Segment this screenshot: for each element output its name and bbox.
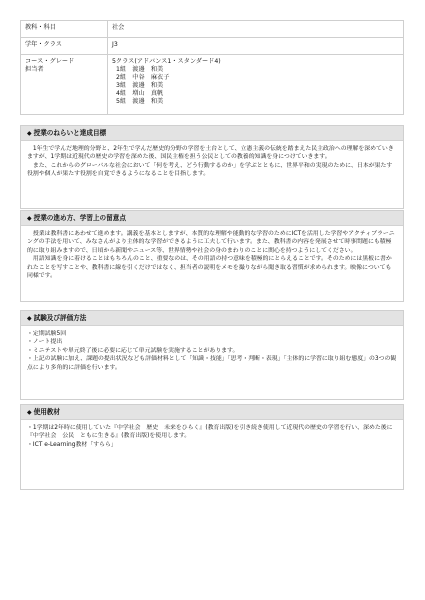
course-label (21, 55, 108, 115)
aims-section (20, 125, 404, 209)
aims-heading-text: 授業のねらいと達成目標 (33, 129, 107, 137)
teacher-line: 5組 渡邊 和美 (116, 98, 164, 105)
aims-heading (21, 126, 403, 141)
exam-body (21, 326, 403, 376)
diamond-icon: ◆ (27, 215, 32, 222)
materials-heading (21, 405, 403, 420)
course-info-table (20, 20, 404, 115)
materials-section (20, 404, 404, 490)
exam-heading (21, 311, 403, 326)
subject-row (21, 21, 404, 38)
method-heading-text: 授業の進め方、学習上の留意点 (33, 214, 126, 222)
exam-list (27, 330, 397, 372)
exam-item: ・ミニテストや単元終了後に必要に応じて単元試験を実施することがあります。 (27, 347, 239, 354)
diamond-icon: ◆ (27, 130, 32, 137)
subject-label: 教科・科目 (21, 21, 108, 38)
exam-item: ・上記の試験に加え、課題の提出状況なども評価材料として「知識・技能」「思考・判断・表現」「主体的に学習に取り組む態度」の3つの観点により多角的に評価を行います。 (27, 356, 397, 371)
exam-item: ・定期試験5回 (27, 331, 67, 337)
aims-paragraph: また、これからのグローバルな社会において「何を考え、どう行動するのか」を学ぶとともに、世界平和の実現のために、日本が果たす役割や個人が果たす役割を自覚できるようになることを目指します。 (27, 162, 393, 178)
subject-value: 社会 (108, 21, 404, 38)
method-paragraph: 授業は教科書にあわせて進めます。講義を基本としますが、本質的な理解や能動的な学習のためにICTを活用した学習やアクティブラーニングの手法を用いて、みなさんがより主体的な学習ができるように工夫して行います。また、教科書の内容を発展させて時事問題にも積極的に取り組みますので、日頃から新聞やニュース等、世界情勢や社会の身のまわりのことに関心を持つようにしてください。 (27, 231, 395, 254)
aims-body (21, 141, 403, 183)
exam-item: ・ノート提出 (27, 339, 63, 346)
teacher-line: 4組 増山 真帆 (116, 90, 164, 97)
materials-list (27, 424, 397, 449)
teacher-line: 1組 渡邊 和美 (116, 66, 164, 73)
materials-body (21, 420, 403, 453)
method-body (21, 226, 403, 284)
course-label-line2: 担当者 (25, 66, 44, 73)
method-heading (21, 211, 403, 226)
course-value-cell (108, 55, 404, 115)
materials-item: ・1学期は2年時に使用していた『中学社会 歴史 未来をひらく』(教育出版)を引き続き使用して近現代の歴史の学習を行い、深めた後に『中学社会 公民 ともに生きる』(教育出版)を使用します。 (27, 425, 393, 440)
aims-paragraph: 1年生で学んだ地理的分野と、2年生で学んだ歴史的分野の学習を土台として、立憲主義の伝統を踏まえた民主政治への理解を深めていきますが、1学期は近現代の歴史の学習を深めた後、国民主権を担う公民としての教養的知識を身につけていきます。 (27, 146, 394, 161)
course-row (21, 55, 404, 115)
course-value: 5クラス(アドバンス1・スタンダード4) (112, 58, 221, 65)
course-label-line1: コース・グレード (25, 58, 75, 65)
grade-value: J3 (108, 38, 404, 55)
diamond-icon: ◆ (27, 315, 32, 322)
grade-label: 学年・クラス (21, 38, 108, 55)
grade-row (21, 38, 404, 55)
teacher-line: 2組 中谷 麻衣子 (116, 74, 170, 81)
materials-item: ・ICT e-Learning教材「すらら」 (27, 441, 117, 448)
exam-heading-text: 試験及び評価方法 (33, 314, 87, 322)
diamond-icon: ◆ (27, 409, 32, 416)
materials-heading-text: 使用教材 (33, 408, 60, 416)
method-section (20, 210, 404, 302)
exam-section (20, 310, 404, 400)
method-paragraph: 用語知識を身に着けることはもちろんのこと、重要なのは、その用語の持つ意味を積極的にとらえることです。そのためには黒板に書かれたことを写すことや、教科書に線を引くだけではなく、担当者の説明をメモを撮りながら聞き取る習慣が求められます。映像についても同様です。 (27, 256, 392, 280)
teacher-line: 3組 渡邊 和美 (116, 82, 164, 89)
